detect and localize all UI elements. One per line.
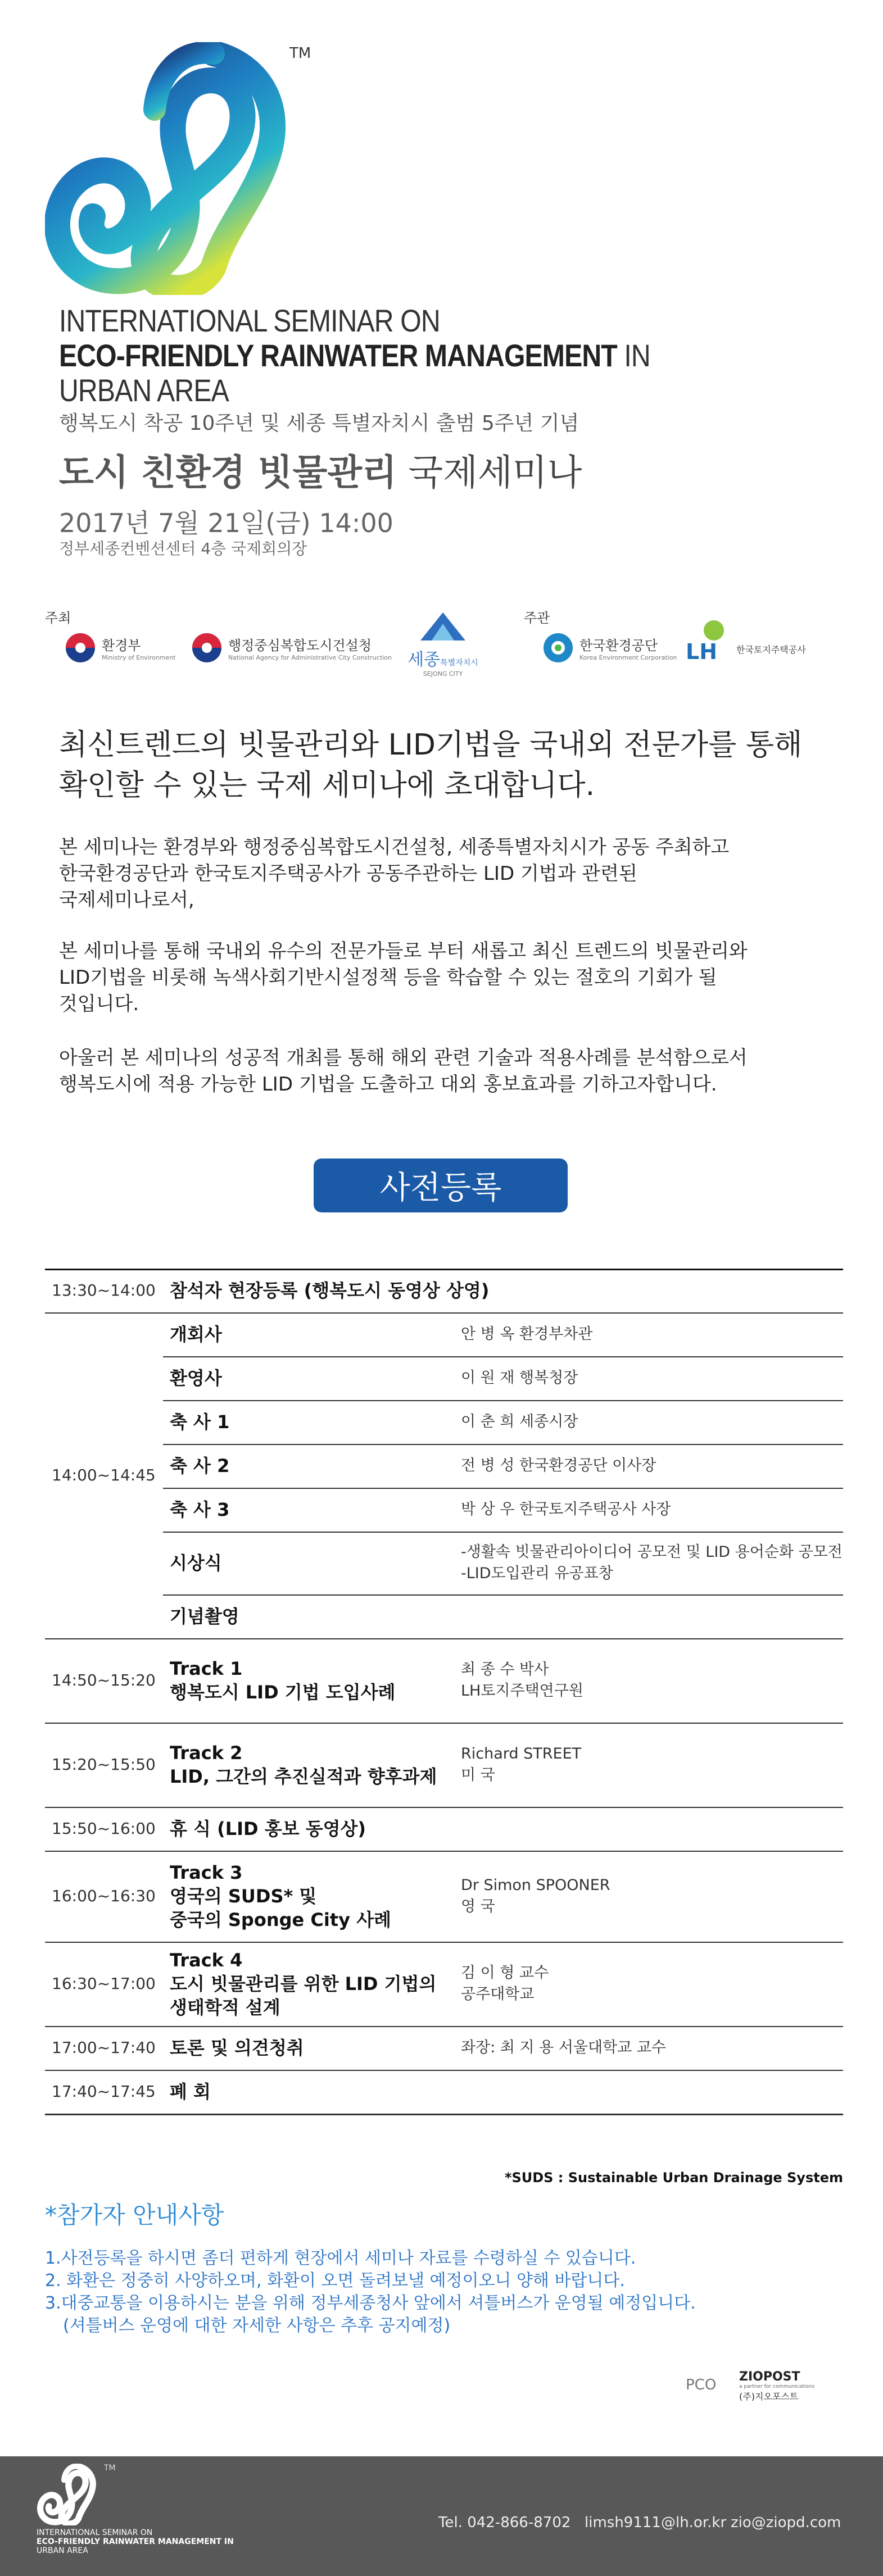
intro-p3-line: 행복도시에 적용 가능한 LID 기법을 도출하고 대외 홍보효과를 기하고자합니다. xyxy=(59,1073,717,1096)
footer-email-zio[interactable]: zio@ziopd.com xyxy=(731,2514,841,2531)
manager-keco-sub: Korea Environment Corporation xyxy=(579,654,677,661)
table-program-line: 중국의 Sponge City 사례 xyxy=(170,1909,391,1930)
intro-lead-line1: 최신트렌드의 빗물관리와 LID기법을 국내외 전문가를 통해 xyxy=(59,728,803,762)
table-program-line: 시상식 xyxy=(170,1552,222,1574)
notice-item: 3.대중교통을 이용하시는 분을 위해 정부세종청사 앞에서 셔틀버스가 운영될 예정입니다. xyxy=(45,2293,696,2313)
subtitle-ko: 행복도시 착공 10주년 및 세종 특별자치시 출범 5주년 기념 xyxy=(59,412,579,435)
table-desc-line: Richard STREET xyxy=(461,1745,582,1762)
table-program-line: Track 1 xyxy=(170,1658,243,1679)
host-sejong-suffix: 특별자치시 xyxy=(440,658,478,667)
table-row xyxy=(45,1356,843,1400)
seminar-en-bold: ECO-FRIENDLY RAINWATER MANAGEMENT xyxy=(59,338,617,373)
table-desc-line: 좌장: 최 지 용 서울대학교 교수 xyxy=(461,2039,666,2056)
intro-p2-line: 본 세미나를 통해 국내외 유수의 전문가들로 부터 새롭고 최신 트렌드의 빗물관리와 xyxy=(59,940,748,962)
manager-lh-suffix: 한국토지주택공사 xyxy=(736,644,806,655)
table-desc xyxy=(461,1743,581,1786)
host-sejong xyxy=(392,610,493,678)
table-program-line: 축 사 1 xyxy=(170,1411,230,1433)
table-desc-line: 공주대학교 xyxy=(461,1986,535,2003)
notice-item: 2. 화환은 정중히 사양하오며, 화환이 오면 돌려보낼 예정이오니 양해 바랍니다. xyxy=(45,2271,625,2291)
table-row xyxy=(45,1851,843,1942)
seminar-logo xyxy=(45,42,292,295)
table-time: 16:00~16:30 xyxy=(52,1887,156,1905)
table-program xyxy=(170,1366,222,1390)
table-program xyxy=(170,1657,395,1704)
host-sejong-sub: SEJONG CITY xyxy=(423,670,463,678)
manager-label: 주관 xyxy=(524,610,550,626)
table-time-group: 14:00~14:45 xyxy=(52,1466,156,1484)
table-program-line: 환영사 xyxy=(170,1367,222,1389)
table-program xyxy=(170,1861,391,1932)
pco-label: PCO xyxy=(686,2377,717,2393)
table-program-line: 축 사 2 xyxy=(170,1455,230,1476)
title-ko-bold: 도시 친환경 빗물관리 xyxy=(59,452,397,494)
register-button[interactable]: 사전등록 xyxy=(314,1158,568,1212)
table-program xyxy=(170,1410,229,1434)
table-program xyxy=(170,2080,211,2103)
host-naacc-name: 행정중심복합도시건설청 xyxy=(228,638,372,653)
host-sejong-name: 세종 xyxy=(407,650,441,670)
table-program xyxy=(170,2036,304,2060)
table-program-line: Track 4 xyxy=(170,1950,243,1971)
table-time: 14:50~15:20 xyxy=(52,1671,156,1689)
intro-p2-line: 것입니다. xyxy=(59,993,139,1015)
table-desc xyxy=(461,1411,578,1433)
table-desc xyxy=(461,1542,843,1584)
schedule-table xyxy=(45,1269,843,2162)
host-label: 주최 xyxy=(45,610,71,626)
footer-email-lh[interactable]: limsh9111@lh.or.kr xyxy=(585,2514,727,2531)
table-desc xyxy=(461,2037,666,2059)
korea-emblem-icon xyxy=(191,632,223,664)
pco-brand-ko: (주)지오포스트 xyxy=(739,2391,799,2402)
table-program-line: 참석자 현장등록 (행복도시 동영상 상영) xyxy=(170,1280,490,1301)
table-row xyxy=(45,1488,843,1532)
table-row xyxy=(45,1807,843,1851)
table-row xyxy=(45,2070,843,2114)
table-program-line: 영국의 SUDS* 및 xyxy=(170,1886,317,1907)
intro-p1-line: 본 세미나는 환경부와 행정중심복합도시건설청, 세종특별자치시가 공동 주최하고 xyxy=(59,836,730,858)
trademark: TM xyxy=(289,45,311,62)
table-desc xyxy=(461,1455,656,1476)
footer-line3: URBAN AREA xyxy=(37,2546,88,2555)
table-desc-line: 안 병 옥 환경부차관 xyxy=(461,1325,593,1343)
host-moe-sub: Ministry of Environment xyxy=(102,654,176,661)
manager-keco-name: 한국환경공단 xyxy=(579,638,658,653)
table-row xyxy=(45,1444,843,1488)
manager-lh-name: LH xyxy=(686,639,718,664)
table-time: 17:40~17:45 xyxy=(52,2082,156,2101)
footer-line2: ECO-FRIENDLY RAINWATER MANAGEMENT IN xyxy=(37,2537,234,2546)
table-desc-line: 최 종 수 박사 xyxy=(461,1661,549,1678)
intro-paragraph-2 xyxy=(59,938,835,1017)
table-program-line: 토론 및 의견청취 xyxy=(170,2037,304,2059)
table-program-line: LID, 그간의 추진실적과 향후과제 xyxy=(170,1766,437,1787)
footer-line1: INTERNATIONAL SEMINAR ON xyxy=(37,2528,153,2537)
table-desc-line: -LID도입관리 유공표창 xyxy=(461,1565,613,1582)
table-program xyxy=(170,1605,239,1628)
seminar-title-en xyxy=(59,303,650,408)
table-desc xyxy=(461,1324,592,1345)
pco-brand: ZIOPOST xyxy=(739,2370,800,2384)
host-moe xyxy=(65,632,175,664)
table-desc xyxy=(461,1367,578,1389)
seminar-en-line1: INTERNATIONAL SEMINAR ON xyxy=(59,303,440,338)
host-naacc xyxy=(191,632,392,664)
table-desc-line: 박 상 우 한국토지주택공사 사장 xyxy=(461,1501,671,1518)
table-row xyxy=(45,1269,843,1312)
table-row xyxy=(45,1400,843,1444)
table-desc-line: 이 원 재 행복청장 xyxy=(461,1369,578,1387)
table-program-line: 폐 회 xyxy=(170,2081,211,2102)
footer-title xyxy=(37,2528,234,2555)
table-row xyxy=(45,1594,843,1638)
korea-emblem-icon xyxy=(65,632,96,664)
table-desc xyxy=(461,1499,671,1520)
table-desc xyxy=(461,1659,583,1702)
table-row xyxy=(45,1723,843,1807)
table-program xyxy=(170,1817,366,1841)
table-desc-line: LH토지주택연구원 xyxy=(461,1682,583,1700)
footer-logo xyxy=(37,2464,98,2525)
table-program-line: 생태학적 설계 xyxy=(170,1997,280,2018)
table-program xyxy=(170,1551,222,1575)
table-program-line: 개회사 xyxy=(170,1324,222,1345)
intro-paragraph-1 xyxy=(59,834,835,914)
table-row xyxy=(45,1312,843,1356)
table-desc xyxy=(461,1962,549,2005)
table-program-line: 휴 식 (LID 홍보 동영상) xyxy=(170,1818,366,1839)
seminar-en-in: IN xyxy=(617,338,650,373)
table-program-line: 기념촬영 xyxy=(170,1606,239,1627)
table-row xyxy=(45,1942,843,2026)
table-program-line: 축 사 3 xyxy=(170,1499,230,1520)
sejong-logo-icon xyxy=(418,610,468,643)
table-program xyxy=(170,1498,229,1521)
table-time: 17:00~17:40 xyxy=(52,2038,156,2057)
manager-lh xyxy=(686,618,806,663)
table-desc-line: 미 국 xyxy=(461,1766,495,1784)
pco-logo xyxy=(739,2370,840,2402)
table-desc-line: 김 이 형 교수 xyxy=(461,1964,549,1982)
table-program xyxy=(170,1454,229,1478)
host-naacc-sub: National Agency for Administrative City Construction xyxy=(228,654,392,661)
intro-paragraph-3 xyxy=(59,1045,835,1098)
suds-footnote: *SUDS : Sustainable Urban Drainage System xyxy=(504,2170,843,2186)
notice-item: 1.사전등록을 하시면 좀더 편하게 현장에서 세미나 자료를 수령하실 수 있습니다. xyxy=(45,2248,636,2268)
table-desc-line: -생활속 빗물관리아이디어 공모전 및 LID 용어순화 공모전 xyxy=(461,1543,843,1561)
footer-tm: TM xyxy=(104,2464,116,2473)
intro-p1-line: 한국환경공단과 한국토지주택공사가 공동주관하는 LID 기법과 관련된 xyxy=(59,862,637,885)
table-desc xyxy=(461,1875,610,1918)
intro-lead xyxy=(59,725,846,806)
intro-lead-line2: 확인할 수 있는 국제 세미나에 초대합니다. xyxy=(59,769,595,802)
pco-brand-sub: a partner for communications xyxy=(739,2384,815,2389)
intro-p2-line: LID기법을 비롯해 녹색사회기반시설정책 등을 학습할 수 있는 절호의 기회가 될 xyxy=(59,966,717,989)
table-desc-line: 이 춘 희 세종시장 xyxy=(461,1413,578,1430)
table-time: 16:30~17:00 xyxy=(52,1974,156,1993)
notice-title: *참가자 안내사항 xyxy=(45,2201,224,2229)
table-time: 15:20~15:50 xyxy=(52,1755,156,1774)
title-ko-rest: 국제세미나 xyxy=(396,452,582,494)
table-desc-line: Dr Simon SPOONER xyxy=(461,1877,610,1894)
table-program xyxy=(170,1279,489,1302)
table-program xyxy=(170,1741,437,1788)
table-time: 15:50~16:00 xyxy=(52,1819,156,1838)
intro-p3-line: 아울러 본 세미나의 성공적 개최를 통해 해외 관련 기술과 적용사례를 분석함으로서 xyxy=(59,1047,748,1069)
intro-p1-line: 국제세미나로서, xyxy=(59,889,194,911)
table-row xyxy=(45,1532,843,1594)
manager-keco xyxy=(542,632,677,664)
table-desc-line: 영 국 xyxy=(461,1898,495,1915)
footer-tel: Tel. 042-866-8702 xyxy=(438,2514,571,2531)
table-program xyxy=(170,1948,436,2019)
event-venue: 정부세종컨벤션센터 4층 국제회의장 xyxy=(59,539,307,558)
table-row xyxy=(45,2026,843,2070)
host-moe-name: 환경부 xyxy=(102,638,141,653)
table-program xyxy=(170,1323,222,1346)
title-ko xyxy=(59,444,582,496)
notice-item: (셔틀버스 운영에 대한 자세한 사항은 추후 공지예정) xyxy=(63,2316,451,2336)
table-program-line: Track 3 xyxy=(170,1862,243,1883)
table-row xyxy=(45,1638,843,1723)
table-rule xyxy=(45,2114,843,2115)
table-program-line: Track 2 xyxy=(170,1742,243,1764)
table-program-line: 도시 빗물관리를 위한 LID 기법의 xyxy=(170,1973,437,1995)
keco-logo-icon xyxy=(542,632,574,664)
event-date: 2017년 7월 21일(금) 14:00 xyxy=(59,508,393,538)
seminar-en-line3: URBAN AREA xyxy=(59,372,229,408)
table-program-line: 행복도시 LID 기법 도입사례 xyxy=(170,1682,396,1703)
table-time: 13:30~14:00 xyxy=(52,1281,156,1300)
table-desc-line: 전 병 성 한국환경공단 이사장 xyxy=(461,1457,656,1474)
